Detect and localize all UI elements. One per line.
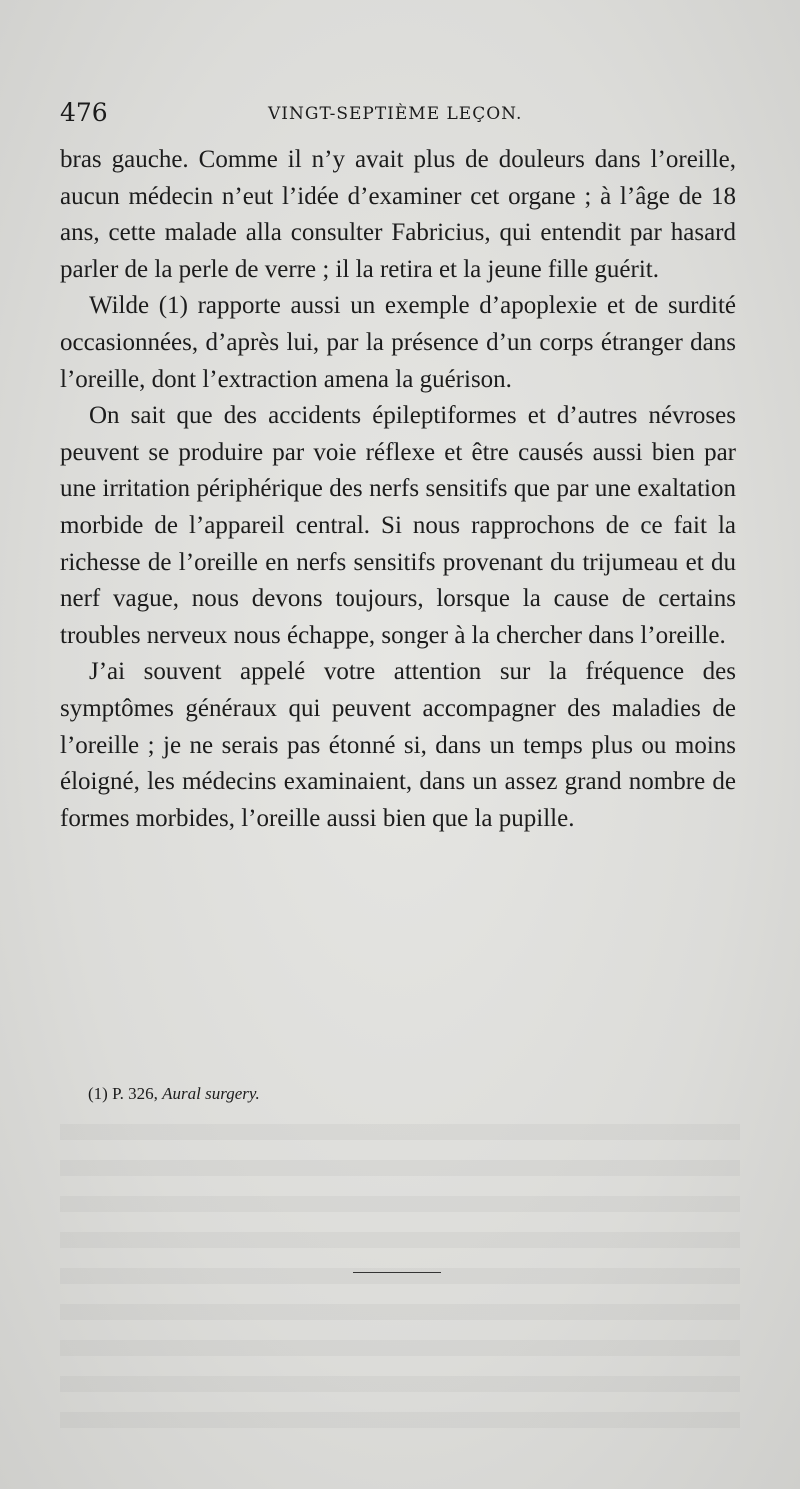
paragraph-symptomes: J’ai souvent appelé votre attention sur la fréquence des symptômes généraux qui peuvent accompagner des maladies de l’oreille ; je ne serais pas étonné si, dans un temps plus ou moins éloigné, les médecins examinaient, dans un assez grand nombre de formes morbides, l’oreille aussi bien que la pupille. xyxy=(60,658,736,832)
body-text xyxy=(60,142,736,837)
paragraph-continuation: bras gauche. Comme il n’y avait plus de douleurs dans l’oreille, aucun médecin n’eut l’idée d’examiner cet organe ; à l’âge de 18 ans, cette malade alla consulter Fabricius, qui entendit par hasard parler de la perle de verre ; il la retira et la jeune fille guérit. xyxy=(60,146,736,283)
footnote xyxy=(88,1084,260,1104)
page-number: 476 xyxy=(60,98,108,127)
running-head: VINGT-SEPTIÈME LEÇON. xyxy=(268,104,523,124)
footnote-source: Aural surgery. xyxy=(162,1084,260,1103)
footnote-marker: (1) P. 326, xyxy=(88,1084,158,1103)
paragraph-nevroses: On sait que des accidents épileptiformes et d’autres névroses peuvent se produire par voie réflexe et être causés aussi bien par une irritation périphérique des nerfs sensitifs que par une exaltation morbide de l’appareil central. Si nous rapprochons de ce fait la richesse de l’oreille en nerfs sensitifs provenant du trijumeau et du nerf vague, nous devons toujours, lorsque la cause de certains troubles nerveux nous échappe, songer à la chercher dans l’oreille. xyxy=(60,402,736,649)
end-rule xyxy=(353,1272,441,1273)
bleed-through-texture xyxy=(60,1110,740,1440)
paragraph-wilde: Wilde (1) rapporte aussi un exemple d’apoplexie et de surdité occasionnées, d’après lui, par la présence d’un corps étranger dans l’oreille, dont l’extraction amena la guérison. xyxy=(60,292,736,393)
page-header xyxy=(60,98,740,138)
